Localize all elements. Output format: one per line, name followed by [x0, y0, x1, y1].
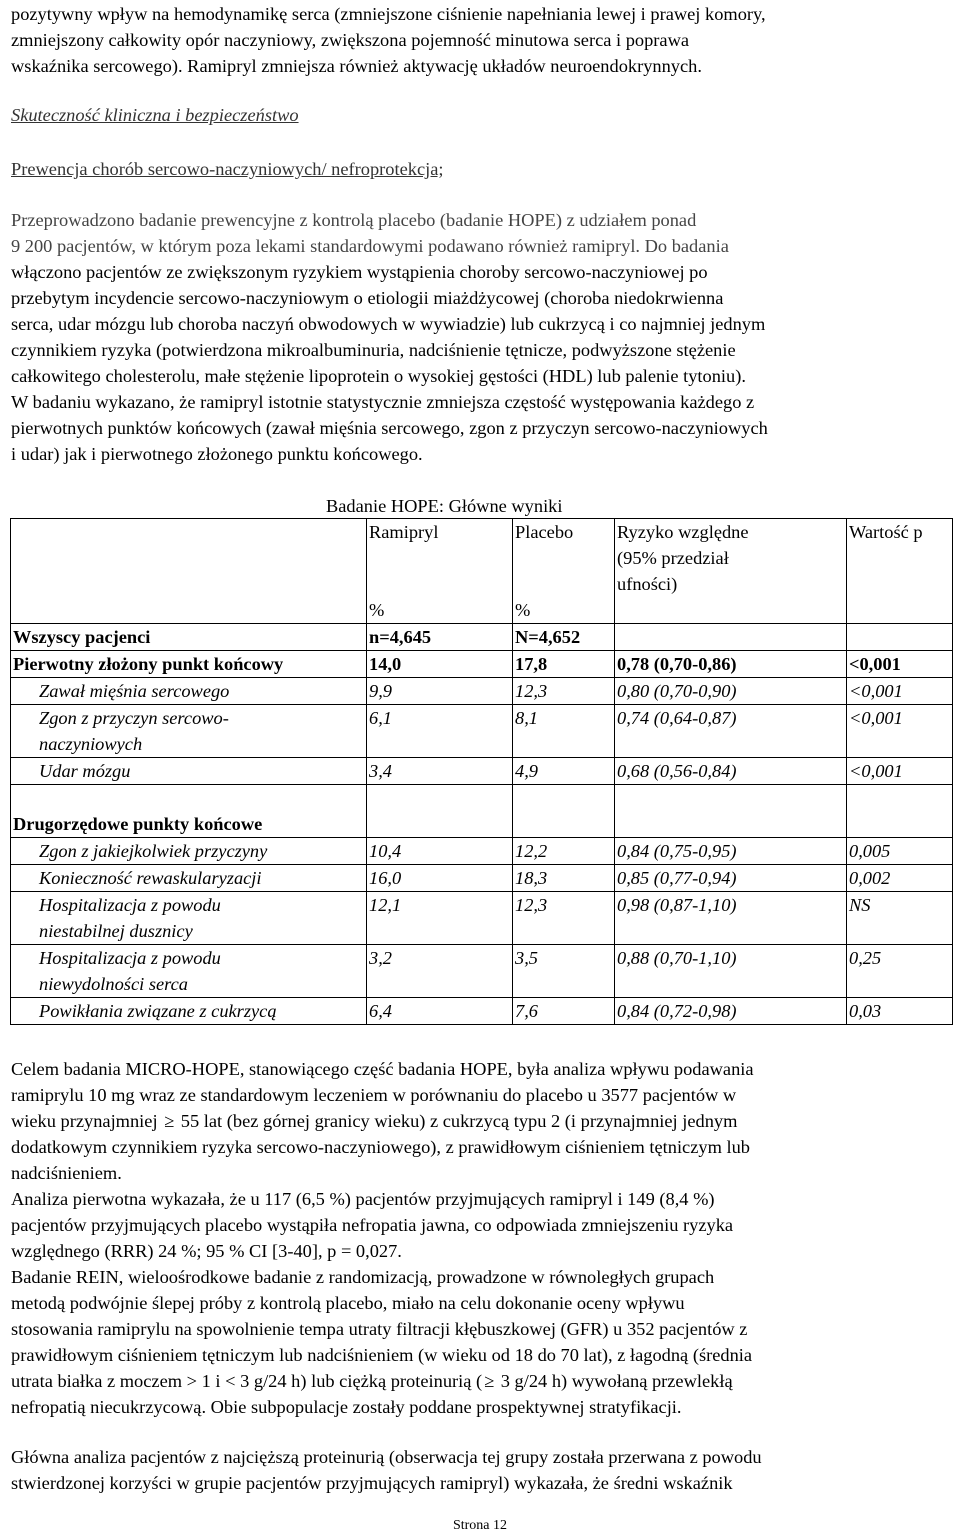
row-label-line: niewydolności serca	[39, 974, 188, 994]
text-line: dodatkowym czynnikiem ryzyka sercowo-naczyniowego), z prawidłowym ciśnieniem tętniczym lub	[11, 1137, 750, 1157]
cell-ramipryl: 6,4	[367, 998, 513, 1025]
text-line: przebytym incydencie sercowo-naczyniowym o etiologii miażdżycowej (choroba niedokrwienna	[11, 288, 724, 308]
row-label	[11, 705, 367, 758]
header-placebo: Placebo	[513, 519, 615, 598]
cell-placebo: 4,9	[513, 758, 615, 785]
text-line: Przeprowadzono badanie prewencyjne z kontrolą placebo (badanie HOPE) z udziałem ponad	[11, 210, 697, 230]
text-line: metodą podwójnie ślepej próby z kontrolą placebo, miało na celu dokonanie oceny wpływu	[11, 1293, 685, 1313]
header-p-value: Wartość p	[847, 519, 953, 598]
header-relative-risk	[615, 519, 847, 598]
table-row	[11, 838, 953, 865]
cell-rr: 0,85 (0,77-0,94)	[615, 865, 847, 892]
header-ramipryl: Ramipryl	[367, 519, 513, 598]
cell-p: 0,005	[847, 838, 953, 865]
text-line: i udar) jak i pierwotnego złożonego punktu końcowego.	[11, 444, 423, 464]
cell-placebo: 7,6	[513, 998, 615, 1025]
text-line: ramiprylu 10 mg wraz ze standardowym leczeniem w porównaniu do placebo u 3577 pacjentów w	[11, 1085, 737, 1105]
cell-p: NS	[847, 892, 953, 945]
text-line: W badaniu wykazano, że ramipryl istotnie statystycznie zmniejsza częstość występowania każdego z	[11, 392, 755, 412]
text-line: nefropatią niecukrzycową. Obie subpopulacje zostały poddane prospektywnej stratyfikacji.	[11, 1397, 682, 1417]
header-rr-line: Ryzyko względne	[617, 522, 749, 542]
cell-ramipryl: 16,0	[367, 865, 513, 892]
cell-ramipryl: 3,4	[367, 758, 513, 785]
cell-p: 0,25	[847, 945, 953, 998]
cell-placebo: 12,2	[513, 838, 615, 865]
main-analysis-paragraph	[11, 1444, 951, 1496]
table-row	[11, 705, 953, 758]
text-line: Analiza pierwotna wykazała, że u 117 (6,5 %) pacjentów przyjmujących ramipryl i 149 (8,4 %)	[11, 1189, 715, 1209]
cell-ramipryl: 14,0	[367, 651, 513, 678]
cell-ramipryl: 10,4	[367, 838, 513, 865]
cell-p: <0,001	[847, 705, 953, 758]
text-line: Celem badania MICRO-HOPE, stanowiącego część badania HOPE, była analiza wpływu podawania	[11, 1059, 754, 1079]
table-section-row	[11, 811, 953, 838]
cell-rr: 0,80 (0,70-0,90)	[615, 678, 847, 705]
page-number: Strona 12	[452, 1518, 508, 1533]
text-line: nadciśnieniem.	[11, 1163, 122, 1183]
cell-placebo: 12,3	[513, 892, 615, 945]
table-units-row	[11, 597, 953, 624]
table-header-row	[11, 519, 953, 598]
lower-text	[11, 1056, 951, 1496]
row-label	[11, 945, 367, 998]
cell-ramipryl: n=4,645	[367, 624, 513, 651]
hope-results-table	[10, 518, 953, 1025]
cell-rr: 0,98 (0,87-1,10)	[615, 892, 847, 945]
cell-p: <0,001	[847, 651, 953, 678]
text-line: względnego (RRR) 24 %; 95 % CI [3-40], p = 0,027.	[11, 1241, 402, 1261]
section-subheading: Prewencja chorób sercowo-naczyniowych/ nefroprotekcja;	[11, 159, 444, 179]
cell-placebo: 8,1	[513, 705, 615, 758]
text-line: utrata białka z moczem > 1 i < 3 g/24 h) lub ciężką proteinurią ( ≥ 3 g/24 h) wywołaną przewlekłą	[11, 1368, 951, 1394]
text-line: całkowitego cholesterolu, małe stężenie lipoprotein o wysokiej gęstości (HDL) lub palenie tytoniu).	[11, 366, 746, 386]
text-line: pierwotnych punktów końcowych (zawał mięśnia sercowego, zgon z przyczyn sercowo-naczyniowych	[11, 418, 768, 438]
text-line: Badanie REIN, wieloośrodkowe badanie z randomizacją, prowadzone w równoległych grupach	[11, 1267, 715, 1287]
analysis-paragraph	[11, 1186, 951, 1264]
greater-equal-symbol: ≥	[164, 1111, 175, 1131]
text-line: Główna analiza pacjentów z najcięższą proteinurią (obserwacja tej grupy została przerwana z powodu	[11, 1447, 762, 1467]
rein-paragraph	[11, 1264, 951, 1420]
cell-p: 0,002	[847, 865, 953, 892]
row-label-line: Hospitalizacja z powodu	[39, 895, 221, 915]
row-label: Pierwotny złożony punkt końcowy	[11, 651, 367, 678]
row-label: Zawał mięśnia sercowego	[11, 678, 367, 705]
cell-ramipryl: 6,1	[367, 705, 513, 758]
text-line: wieku przynajmniej ≥ 55 lat (bez górnej granicy wieku) z cukrzycą typu 2 (i przynajmniej jednym	[11, 1108, 951, 1134]
row-label	[11, 892, 367, 945]
cell-rr: 0,88 (0,70-1,10)	[615, 945, 847, 998]
cell-p: 0,03	[847, 998, 953, 1025]
cell-rr: 0,68 (0,56-0,84)	[615, 758, 847, 785]
text-line: prawidłowym ciśnieniem tętniczym lub nadciśnieniem (w wieku od 18 do 70 lat), z łagodną (średnia	[11, 1345, 753, 1365]
table-row	[11, 892, 953, 945]
text-line: stwierdzonej korzyści w grupie pacjentów przyjmujących ramipryl) wykazała, że średni wskaźnik	[11, 1473, 733, 1493]
text-line: zmniejszony całkowity opór naczyniowy, zwiększona pojemność minutowa serca i poprawa	[11, 30, 690, 50]
text-line: stosowania ramiprylu na spowolnienie tempa utraty filtracji kłębuszkowej (GFR) u 352 pacjentów z	[11, 1319, 748, 1339]
table-row	[11, 651, 953, 678]
table-row	[11, 945, 953, 998]
table-caption: Badanie HOPE: Główne wyniki	[326, 496, 563, 516]
text-line: pozytywny wpływ na hemodynamikę serca (zmniejszone ciśnienie napełniania lewej i prawej komory,	[11, 4, 766, 24]
header-percent: %	[367, 597, 513, 624]
cell-p: <0,001	[847, 678, 953, 705]
cell-rr: 0,84 (0,75-0,95)	[615, 838, 847, 865]
cell-ramipryl: 3,2	[367, 945, 513, 998]
text-line: pacjentów przyjmujących placebo wystąpiła nefropatia jawna, co odpowiada zmniejszeniu ryzyka	[11, 1215, 734, 1235]
cell-rr: 0,74 (0,64-0,87)	[615, 705, 847, 758]
header-rr-line: (95% przedział	[617, 548, 729, 568]
cell-placebo: 12,3	[513, 678, 615, 705]
greater-equal-symbol: ≥	[484, 1371, 495, 1391]
header-blank-cell	[11, 519, 367, 598]
row-label: Wszyscy pacjenci	[11, 624, 367, 651]
intro-paragraph	[11, 1, 766, 79]
table-spacer-row	[11, 785, 953, 812]
row-label: Udar mózgu	[11, 758, 367, 785]
text-line: 9 200 pacjentów, w którym poza lekami standardowymi podawano również ramipryl. Do badania	[11, 236, 729, 256]
section-heading: Skuteczność kliniczna i bezpieczeństwo	[11, 105, 299, 125]
header-rr-line: ufności)	[617, 574, 678, 594]
text-line: włączono pacjentów ze zwiększonym ryzykiem wystąpienia choroby sercowo-naczyniowej po	[11, 262, 708, 282]
row-label-line: niestabilnej dusznicy	[39, 921, 193, 941]
hope-paragraph	[11, 207, 768, 467]
text-line: serca, udar mózgu lub choroba naczyń obwodowych w wywiadzie) lub cukrzycą i co najmniej jednym	[11, 314, 766, 334]
cell-placebo: 17,8	[513, 651, 615, 678]
header-percent: %	[513, 597, 615, 624]
table-row	[11, 998, 953, 1025]
row-label: Zgon z jakiejkolwiek przyczyny	[11, 838, 367, 865]
section-label: Drugorzędowe punkty końcowe	[11, 811, 367, 838]
row-label-line: Zgon z przyczyn sercowo-	[39, 708, 229, 728]
cell-p: <0,001	[847, 758, 953, 785]
micro-hope-paragraph	[11, 1056, 951, 1186]
row-label-line: Hospitalizacja z powodu	[39, 948, 221, 968]
cell-ramipryl: 9,9	[367, 678, 513, 705]
cell-placebo: 3,5	[513, 945, 615, 998]
row-label: Powikłania związane z cukrzycą	[11, 998, 367, 1025]
cell-rr: 0,78 (0,70-0,86)	[615, 651, 847, 678]
text-line: wskaźnika sercowego). Ramipryl zmniejsza również aktywację układów neuroendokrynnych.	[11, 56, 702, 76]
text-line: czynnikiem ryzyka (potwierdzona mikroalbuminuria, nadciśnienie tętnicze, podwyższone stężenie	[11, 340, 736, 360]
table-row	[11, 865, 953, 892]
cell-placebo: 18,3	[513, 865, 615, 892]
cell-rr: 0,84 (0,72-0,98)	[615, 998, 847, 1025]
row-label-line: naczyniowych	[39, 734, 143, 754]
table-row	[11, 758, 953, 785]
table-row-all-patients	[11, 624, 953, 651]
table-row	[11, 678, 953, 705]
row-label: Konieczność rewaskularyzacji	[11, 865, 367, 892]
cell-placebo: N=4,652	[513, 624, 615, 651]
cell-ramipryl: 12,1	[367, 892, 513, 945]
